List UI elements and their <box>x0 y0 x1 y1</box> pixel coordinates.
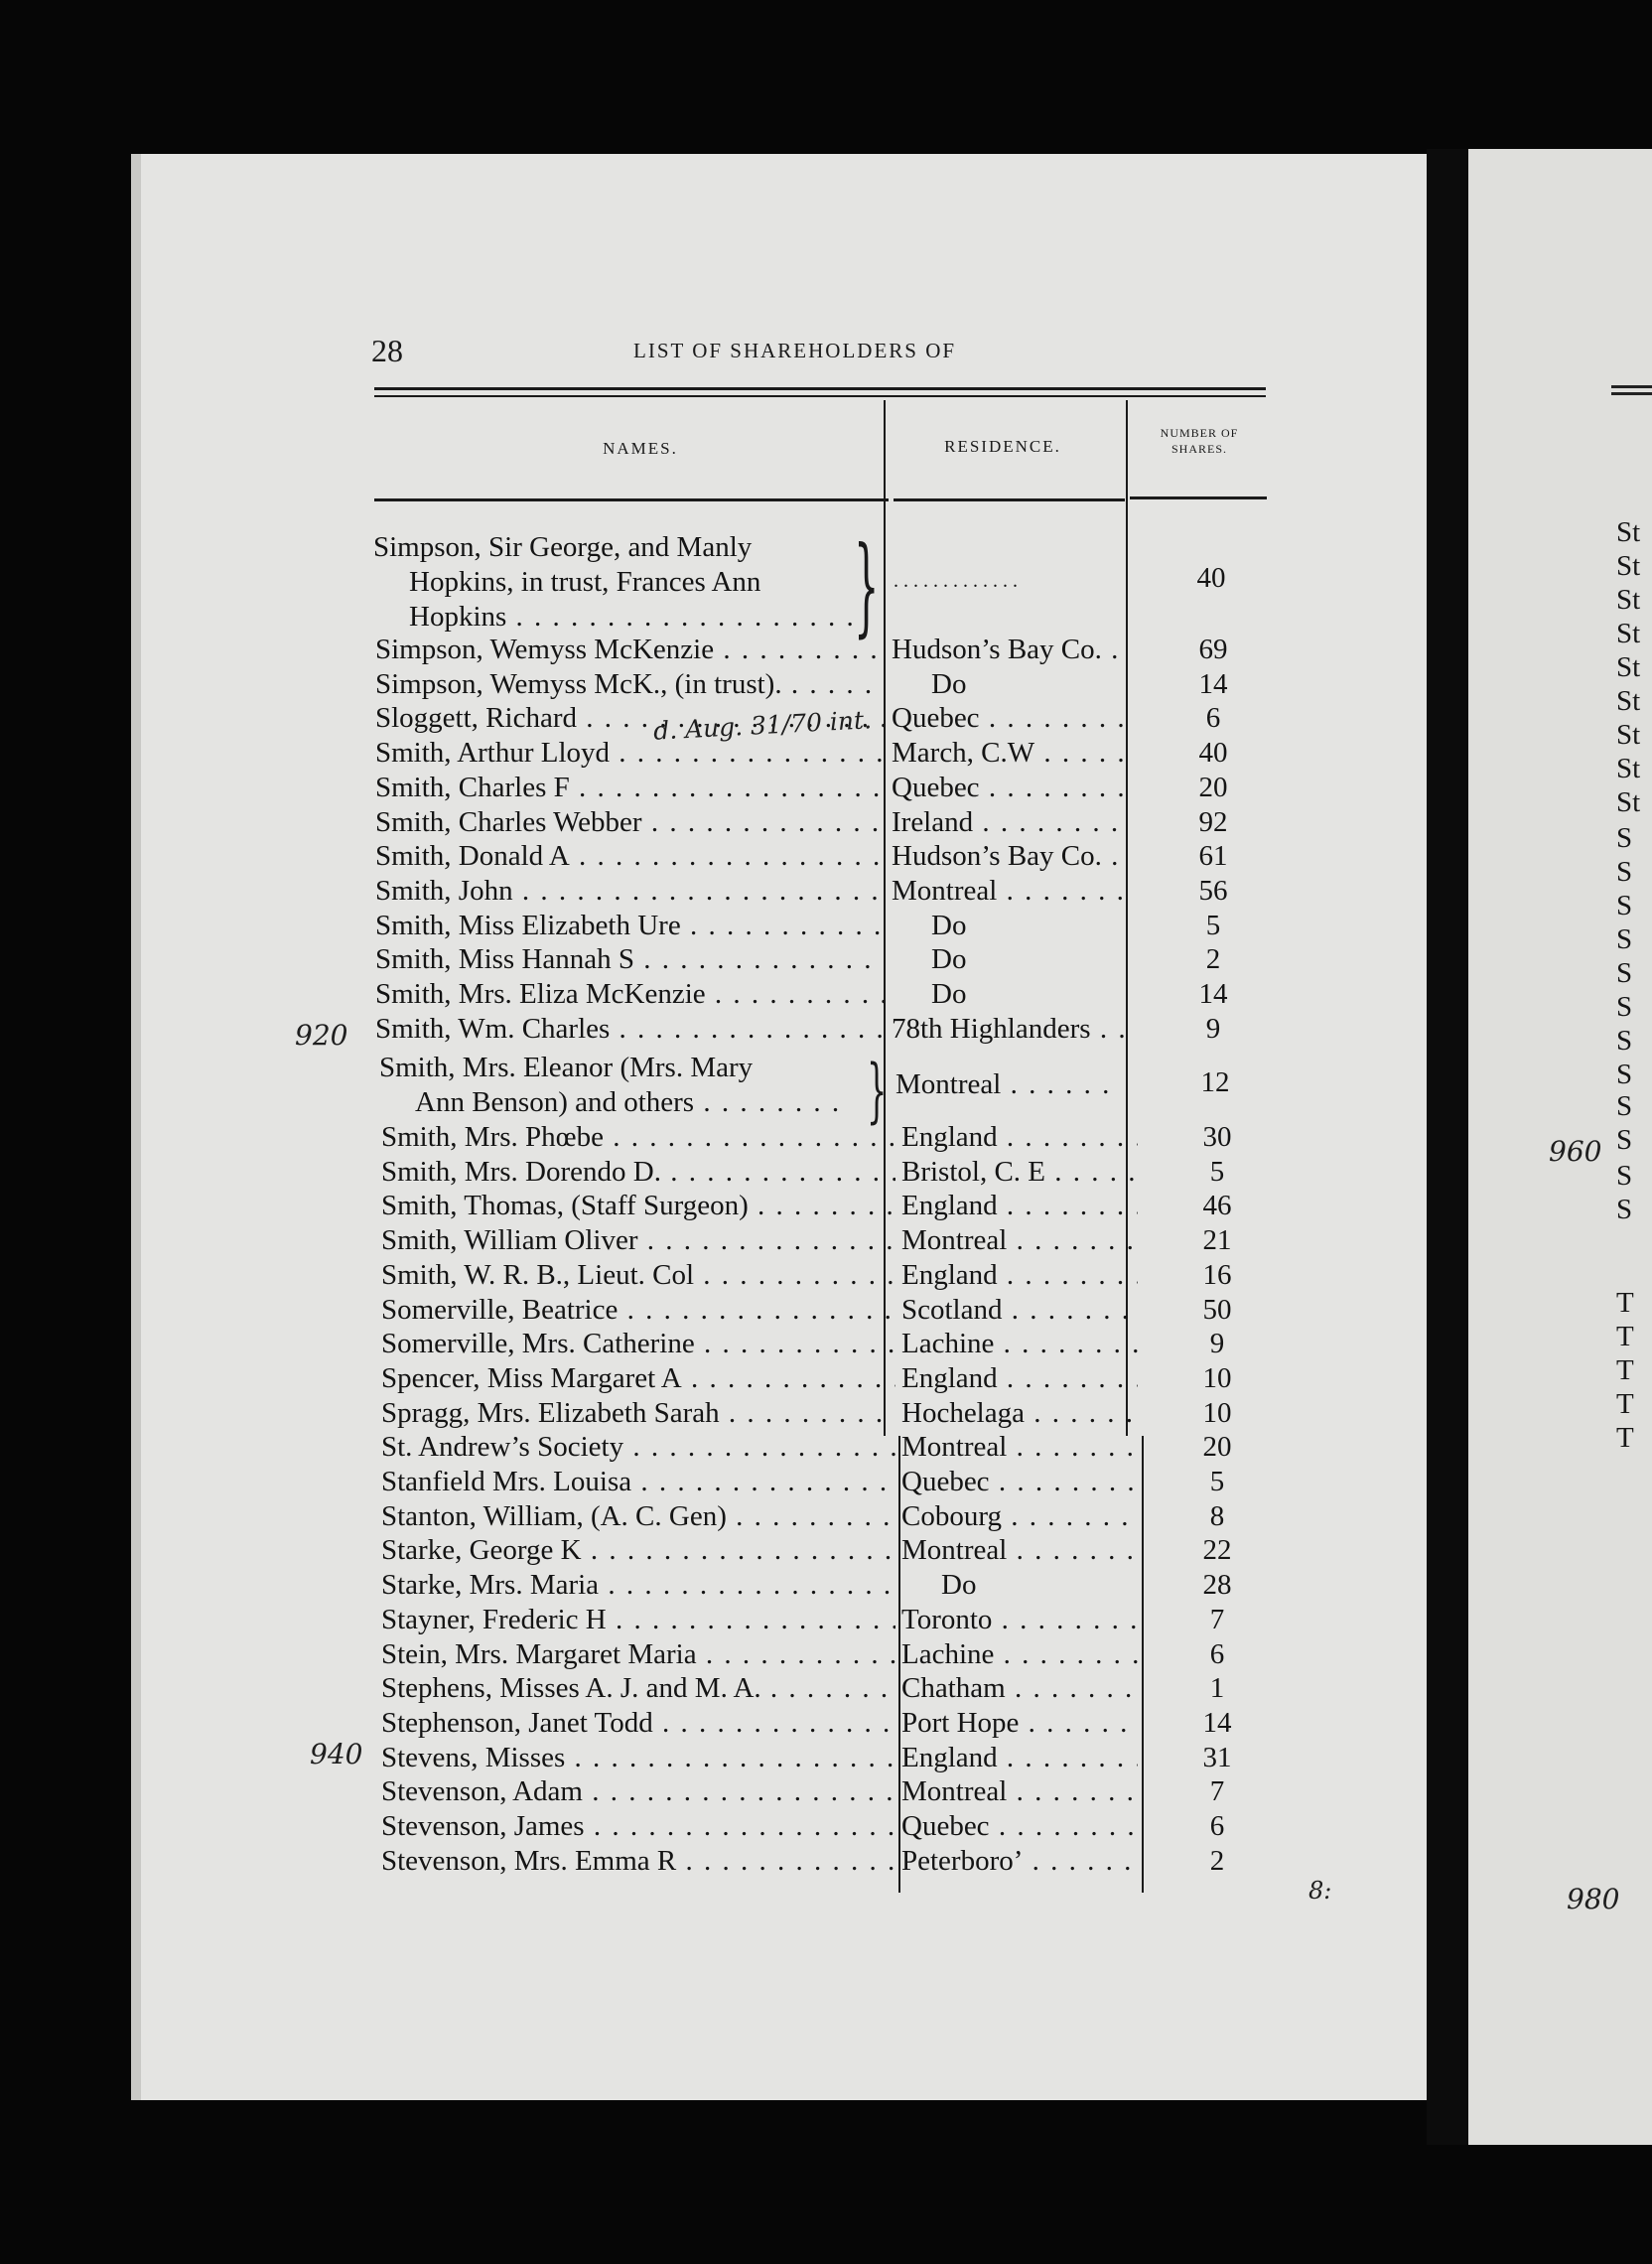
shareholder-residence: Hochelaga . . . <box>901 1396 1138 1430</box>
brace: } <box>867 1049 888 1132</box>
next-page-letter: T <box>1616 1422 1634 1454</box>
next-page-letter: St <box>1616 651 1641 683</box>
entry-line: Simpson, Sir George, and Manly <box>373 531 753 563</box>
shareholder-shares: 28 <box>1202 1569 1232 1601</box>
shareholder-name: Smith, Charles F . . . <box>375 771 884 804</box>
entry-shares: 12 <box>1200 1066 1230 1098</box>
brace: } <box>854 526 880 650</box>
shareholder-shares: 6 <box>1205 702 1221 734</box>
shareholder-residence: Peterboro’ . . . <box>901 1844 1138 1878</box>
shareholder-name: Smith, Mrs. Dorendo D. . . . <box>381 1155 895 1189</box>
shareholder-residence: March, C.W . . . <box>892 736 1124 770</box>
next-page-letter: St <box>1616 550 1641 582</box>
next-page-rule <box>1611 385 1652 388</box>
shareholder-residence: Ireland . . . <box>892 805 1124 839</box>
shareholder-residence: Quebec . . . <box>901 1465 1138 1498</box>
shareholder-residence: Montreal . . . <box>901 1533 1138 1567</box>
entry-residence: . . . . . . . . . . . . . <box>894 570 1018 592</box>
shareholder-shares: 14 <box>1202 1707 1232 1739</box>
shareholder-name: Simpson, Wemyss McK., (in trust). . . . <box>375 667 884 701</box>
shareholder-residence: Bristol, C. E . . . <box>901 1155 1138 1189</box>
next-page-letter: St <box>1616 719 1641 751</box>
next-page-letter: St <box>1616 584 1641 616</box>
shareholder-name: Stanton, William, (A. C. Gen) . . . <box>381 1499 895 1533</box>
shareholder-residence: Quebec . . . <box>901 1809 1138 1843</box>
shareholder-name: Smith, W. R. B., Lieut. Col . . . <box>381 1258 895 1292</box>
shareholder-shares: 20 <box>1202 1431 1232 1463</box>
header-shares-line1: NUMBER OF <box>1160 426 1239 440</box>
shareholder-shares: 6 <box>1209 1638 1225 1670</box>
entry-line: Hopkins . . . <box>409 600 868 634</box>
next-page-letter: S <box>1616 856 1633 888</box>
next-page-letter: St <box>1616 786 1641 818</box>
margin-mark: 8: <box>1308 1877 1332 1905</box>
header-residence: RESIDENCE. <box>944 437 1061 456</box>
margin-count: 980 <box>1567 1883 1620 1915</box>
shareholder-name: Stephenson, Janet Todd . . . <box>381 1706 895 1740</box>
shareholder-shares: 61 <box>1198 840 1228 872</box>
header-rule <box>374 498 889 501</box>
column-rule <box>898 1436 900 1893</box>
shareholder-shares: 5 <box>1209 1156 1225 1188</box>
next-page-letter: St <box>1616 618 1641 649</box>
next-page-letter: S <box>1616 1160 1633 1192</box>
next-page-letter: S <box>1616 890 1633 921</box>
shareholder-name: Smith, Thomas, (Staff Surgeon) . . . <box>381 1189 895 1222</box>
handwritten-note: d. Aug. 31/70 int. <box>652 705 873 746</box>
shareholder-name: Smith, William Oliver . . . <box>381 1223 895 1257</box>
shareholder-shares: 7 <box>1209 1775 1225 1807</box>
running-head: LIST OF SHAREHOLDERS OF <box>633 339 957 362</box>
next-page-letter: T <box>1616 1354 1634 1386</box>
next-page-letter: St <box>1616 516 1641 548</box>
column-rule <box>1142 1436 1144 1893</box>
margin-count: 940 <box>310 1738 363 1770</box>
shareholder-shares: 5 <box>1205 910 1221 941</box>
shareholder-shares: 7 <box>1209 1604 1225 1635</box>
next-page-letter: S <box>1616 822 1633 854</box>
shareholder-shares: 30 <box>1202 1121 1232 1153</box>
shareholder-name: St. Andrew’s Society . . . <box>381 1430 895 1464</box>
shareholder-residence: Montreal . . . <box>892 874 1124 908</box>
next-page-letter: T <box>1616 1287 1634 1319</box>
next-page-letter: S <box>1616 1194 1633 1225</box>
entry-residence: Montreal . . . <box>895 1067 1122 1101</box>
shareholder-residence: Do <box>941 1569 977 1601</box>
shareholder-shares: 92 <box>1198 806 1228 838</box>
shareholder-shares: 6 <box>1209 1810 1225 1842</box>
shareholder-residence: Lachine . . . <box>901 1637 1138 1671</box>
shareholder-name: Somerville, Mrs. Catherine . . . <box>381 1327 895 1360</box>
header-names: NAMES. <box>603 439 678 458</box>
shareholder-residence: 78th Highlanders . . . <box>892 1012 1124 1046</box>
shareholder-name: Stein, Mrs. Margaret Maria . . . <box>381 1637 895 1671</box>
shareholder-residence: Quebec . . . <box>892 701 1124 735</box>
margin-count: 960 <box>1549 1135 1602 1168</box>
shareholder-name: Stephens, Misses A. J. and M. A. . . . <box>381 1671 895 1705</box>
shareholder-residence: Montreal . . . <box>901 1774 1138 1808</box>
shareholder-shares: 69 <box>1198 634 1228 665</box>
next-page-letter: St <box>1616 753 1641 784</box>
shareholder-name: Spragg, Mrs. Elizabeth Sarah . . . <box>381 1396 895 1430</box>
shareholder-name: Smith, Charles Webber . . . <box>375 805 884 839</box>
top-rule <box>374 395 1266 397</box>
shareholder-name: Smith, Arthur Lloyd . . . <box>375 736 884 770</box>
next-page-letter: S <box>1616 1059 1633 1090</box>
shareholder-residence: Hudson’s Bay Co. . . . <box>892 839 1124 873</box>
entry-line: Hopkins, in trust, Frances Ann <box>409 566 761 598</box>
shareholder-name: Stevenson, Adam . . . <box>381 1774 895 1808</box>
shareholder-residence: Do <box>931 668 967 700</box>
shareholder-shares: 14 <box>1198 978 1228 1010</box>
shareholder-name: Smith, Mrs. Phœbe . . . <box>381 1120 895 1154</box>
shareholder-shares: 2 <box>1209 1845 1225 1877</box>
next-page-letter: S <box>1616 1124 1633 1156</box>
shareholder-name: Smith, Miss Hannah S . . . <box>375 942 884 976</box>
header-rule <box>1130 496 1267 499</box>
next-page-rule <box>1611 392 1652 395</box>
entry-line: Smith, Mrs. Eleanor (Mrs. Mary <box>379 1052 754 1083</box>
shareholder-shares: 31 <box>1202 1742 1232 1773</box>
shareholder-shares: 8 <box>1209 1500 1225 1532</box>
shareholder-name: Stevenson, Mrs. Emma R . . . <box>381 1844 895 1878</box>
shareholder-residence: Montreal . . . <box>901 1430 1138 1464</box>
shareholder-residence: Chatham . . . <box>901 1671 1138 1705</box>
shareholder-residence: Cobourg . . . <box>901 1499 1138 1533</box>
shareholder-shares: 9 <box>1205 1013 1221 1045</box>
shareholder-residence: Hudson’s Bay Co. . . . <box>892 633 1124 666</box>
shareholder-name: Stevenson, James . . . <box>381 1809 895 1843</box>
shareholder-name: Stayner, Frederic H . . . <box>381 1603 895 1636</box>
header-shares <box>1130 425 1269 457</box>
shareholder-name: Stanfield Mrs. Louisa . . . <box>381 1465 895 1498</box>
shareholder-residence: Montreal . . . <box>901 1223 1138 1257</box>
shareholder-shares: 2 <box>1205 943 1221 975</box>
shareholder-name: Smith, John . . . <box>375 874 884 908</box>
shareholder-name: Smith, Miss Elizabeth Ure . . . <box>375 909 884 942</box>
next-page-letter: S <box>1616 1025 1633 1057</box>
shareholder-shares: 10 <box>1202 1362 1232 1394</box>
shareholder-shares: 14 <box>1198 668 1228 700</box>
entry-line: Ann Benson) and others . . . <box>415 1085 844 1119</box>
shareholder-name: Simpson, Wemyss McKenzie . . . <box>375 633 884 666</box>
next-page-letter: S <box>1616 957 1633 989</box>
shareholder-shares: 50 <box>1202 1294 1232 1326</box>
shareholder-residence: Do <box>931 978 967 1010</box>
shareholder-shares: 46 <box>1202 1190 1232 1221</box>
shareholder-shares: 9 <box>1209 1328 1225 1359</box>
shareholder-residence: Toronto . . . <box>901 1603 1138 1636</box>
next-page-letter: S <box>1616 991 1633 1023</box>
shareholder-name: Starke, George K . . . <box>381 1533 895 1567</box>
shareholder-name: Sloggett, Richard . . . <box>375 701 884 735</box>
shareholder-residence: Lachine . . . <box>901 1327 1138 1360</box>
next-page-letter: S <box>1616 923 1633 955</box>
shareholder-shares: 10 <box>1202 1397 1232 1429</box>
shareholder-shares: 21 <box>1202 1224 1232 1256</box>
next-page-letter: St <box>1616 685 1641 717</box>
shareholder-name: Smith, Wm. Charles . . . <box>375 1012 884 1046</box>
shareholder-name: Somerville, Beatrice . . . <box>381 1293 895 1327</box>
shareholder-shares: 20 <box>1198 772 1228 803</box>
top-rule <box>374 387 1266 390</box>
shareholder-residence: England . . . <box>901 1361 1138 1395</box>
shareholder-residence: Quebec . . . <box>892 771 1124 804</box>
shareholder-shares: 5 <box>1209 1466 1225 1497</box>
header-rule <box>894 498 1125 501</box>
page-gutter <box>1427 149 1468 2145</box>
shareholder-name: Stevens, Misses . . . <box>381 1741 895 1774</box>
shareholder-shares: 1 <box>1209 1672 1225 1704</box>
shareholder-residence: Port Hope . . . <box>901 1706 1138 1740</box>
shareholder-residence: Do <box>931 943 967 975</box>
next-page-letter: T <box>1616 1321 1634 1352</box>
shareholder-shares: 16 <box>1202 1259 1232 1291</box>
shareholder-residence: England . . . <box>901 1189 1138 1222</box>
shareholder-name: Smith, Mrs. Eliza McKenzie . . . <box>375 977 884 1011</box>
shareholder-residence: England . . . <box>901 1258 1138 1292</box>
shareholder-residence: Scotland . . . <box>901 1293 1138 1327</box>
shareholder-name: Spencer, Miss Margaret A . . . <box>381 1361 895 1395</box>
next-page-letter: S <box>1616 1090 1633 1122</box>
shareholder-shares: 56 <box>1198 875 1228 907</box>
shareholder-residence: England . . . <box>901 1120 1138 1154</box>
margin-count: 920 <box>295 1019 348 1052</box>
header-shares-line2: SHARES. <box>1170 442 1227 457</box>
shareholder-shares: 40 <box>1198 737 1228 769</box>
shareholder-residence: Do <box>931 910 967 941</box>
shareholder-residence: England . . . <box>901 1741 1138 1774</box>
shareholder-name: Starke, Mrs. Maria . . . <box>381 1568 895 1602</box>
shareholder-shares: 22 <box>1202 1534 1232 1566</box>
next-page-letter: T <box>1616 1388 1634 1420</box>
entry-shares: 40 <box>1196 562 1226 594</box>
shareholder-name: Smith, Donald A . . . <box>375 839 884 873</box>
page-number: 28 <box>371 333 403 368</box>
